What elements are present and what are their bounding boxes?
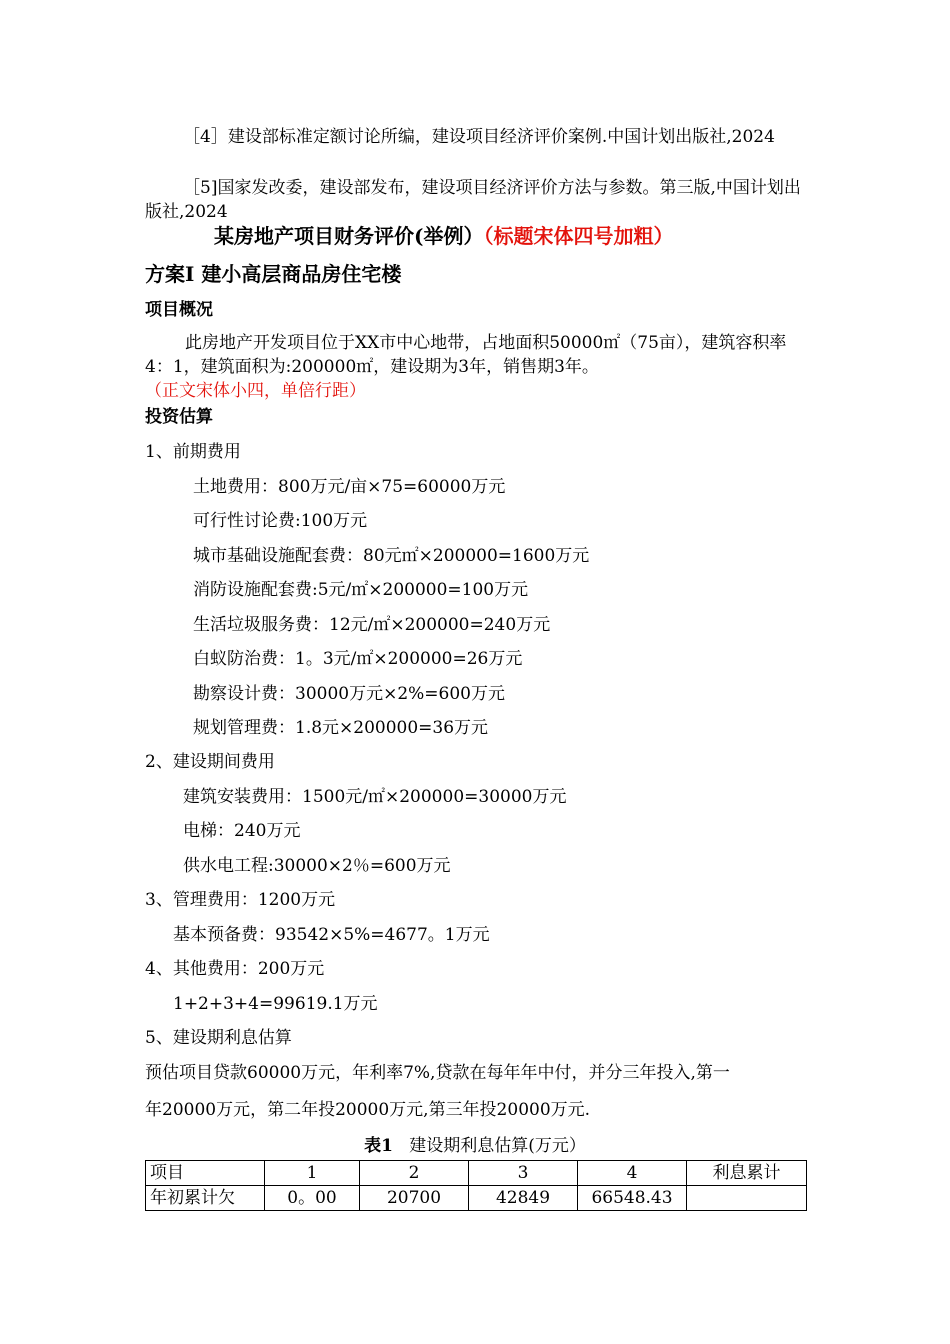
- list-item: 基本预备费：93542×5%=4677。1万元: [173, 925, 490, 945]
- table-row: [146, 1186, 807, 1211]
- list-item: 可行性讨论费:100万元: [193, 511, 368, 531]
- reference-5-text: ［5]国家发改委，建设部发布，建设项目经济评价方法与参数。第三版,中国计划出版社,2024: [145, 178, 801, 222]
- table-header-cell: 4: [578, 1161, 687, 1186]
- list-item: 土地费用：800万元/亩×75=60000万元: [193, 477, 506, 497]
- overview-heading: 项目概况: [145, 300, 213, 320]
- list-item: 1+2+3+4=99619.1万元: [173, 994, 378, 1014]
- title-main: 某房地产项目财务评价(举例）: [214, 224, 484, 248]
- table-cell: 20700: [360, 1186, 469, 1211]
- table-cell: [687, 1186, 807, 1211]
- section-2-heading: 2、建设期间费用: [145, 752, 275, 772]
- table-header-cell: 2: [360, 1161, 469, 1186]
- interest-table: [145, 1160, 807, 1211]
- table-cell: 0。00: [265, 1186, 360, 1211]
- list-item: 电梯：240万元: [183, 821, 301, 841]
- section-3-heading: 3、管理费用：1200万元: [145, 890, 336, 910]
- table-caption: [0, 1134, 950, 1158]
- document-title: [214, 224, 673, 248]
- list-item: 建筑安装费用：1500元/㎡×200000=30000万元: [183, 787, 567, 807]
- table-header-cell: 3: [469, 1161, 578, 1186]
- table-header-cell: 项目: [146, 1161, 265, 1186]
- overview-paragraph: [145, 331, 807, 403]
- section-5-heading: 5、建设期利息估算: [145, 1028, 292, 1048]
- loan-text-line-2: 年20000万元，第二年投20000万元,第三年投20000万元.: [145, 1100, 591, 1120]
- table-header-cell: 1: [265, 1161, 360, 1186]
- scheme-heading: 方案Ⅰ 建小高层商品房住宅楼: [145, 262, 402, 286]
- table-cell: 年初累计欠: [146, 1186, 265, 1211]
- list-item: 供水电工程:30000×2％=600万元: [183, 856, 451, 876]
- list-item: 城市基础设施配套费：80元㎡×200000=1600万元: [193, 546, 590, 566]
- overview-text: 此房地产开发项目位于XX市中心地带，占地面积50000㎡（75亩），建筑容积率4：1，建筑面积为:200000㎡，建设期为3年，销售期3年。: [145, 333, 787, 377]
- list-item: 生活垃圾服务费：12元/㎡×200000=240万元: [193, 615, 551, 635]
- section-1-heading: 1、前期费用: [145, 442, 241, 462]
- list-item: 消防设施配套费:5元/㎡×200000=100万元: [193, 580, 529, 600]
- reference-4-text: ［4］建设部标准定额讨论所编，建设项目经济评价案例.中国计划出版社,2024: [183, 127, 775, 147]
- loan-text-line-1: 预估项目贷款60000万元，年利率7%,贷款在每年年中付，并分三年投入,第一: [145, 1063, 730, 1083]
- table-caption-number: 表1: [364, 1136, 393, 1156]
- table-header-row: [146, 1161, 807, 1186]
- table-cell: 42849: [469, 1186, 578, 1211]
- section-4-heading: 4、其他费用：200万元: [145, 959, 325, 979]
- title-format-note: （标题宋体四号加粗）: [483, 224, 674, 248]
- overview-format-note: （正文宋体小四，单倍行距）: [145, 381, 366, 401]
- list-item: 勘察设计费：30000万元×2%=600万元: [193, 684, 505, 704]
- list-item: 规划管理费：1.8元×200000=36万元: [193, 718, 489, 738]
- investment-heading: 投资估算: [145, 407, 213, 427]
- table-cell: 66548.43: [578, 1186, 687, 1211]
- table-header-cell: 利息累计: [687, 1161, 807, 1186]
- table-caption-text: 建设期利息估算(万元）: [409, 1136, 586, 1156]
- reference-5: [145, 176, 807, 224]
- list-item: 白蚁防治费：1。3元/㎡×200000=26万元: [193, 649, 523, 669]
- reference-4: [145, 125, 807, 149]
